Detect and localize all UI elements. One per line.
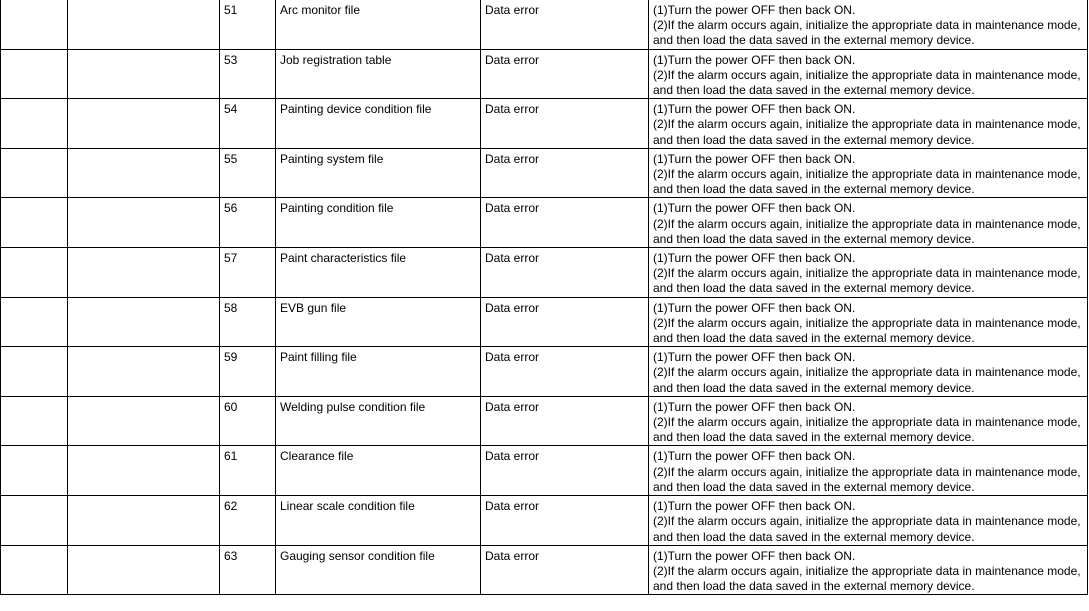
blank-cell-b: [68, 148, 220, 198]
remedy-step-1: (1)Turn the power OFF then back ON.: [653, 300, 856, 315]
alarm-number: 56: [220, 198, 276, 248]
alarm-file-name: Welding pulse condition file: [276, 396, 481, 446]
alarm-cause: Data error: [481, 99, 649, 149]
remedy-step-2: (2)If the alarm occurs again, initialize the appropriate data in maintenance mode, and then load the data saved in the external memory device.: [653, 563, 1081, 594]
table-row: [1, 545, 1088, 595]
table-row: [1, 496, 1088, 546]
alarm-cause: Data error: [481, 347, 649, 397]
alarm-cause: Data error: [481, 496, 649, 546]
alarm-file-name: Gauging sensor condition file: [276, 545, 481, 595]
alarm-remedy: [649, 148, 1088, 198]
alarm-number: 60: [220, 396, 276, 446]
remedy-step-2: (2)If the alarm occurs again, initialize the appropriate data in maintenance mode, and then load the data saved in the external memory device.: [653, 216, 1081, 246]
remedy-step-2: (2)If the alarm occurs again, initialize the appropriate data in maintenance mode, and then load the data saved in the external memory device.: [653, 464, 1081, 494]
alarm-number: 63: [220, 545, 276, 595]
alarm-number: 51: [220, 0, 276, 49]
blank-cell-a: [1, 198, 68, 248]
blank-cell-a: [1, 99, 68, 149]
alarm-number: 54: [220, 99, 276, 149]
remedy-step-2: (2)If the alarm occurs again, initialize the appropriate data in maintenance mode, and then load the data saved in the external memory device.: [653, 514, 1081, 544]
blank-cell-b: [68, 545, 220, 595]
alarm-table-body: [1, 0, 1088, 595]
alarm-remedy: [649, 198, 1088, 248]
alarm-cause: Data error: [481, 148, 649, 198]
alarm-remedy: [649, 49, 1088, 99]
alarm-file-name: Arc monitor file: [276, 0, 481, 49]
alarm-number: 53: [220, 49, 276, 99]
blank-cell-a: [1, 148, 68, 198]
table-row: [1, 148, 1088, 198]
remedy-step-2: (2)If the alarm occurs again, initialize the appropriate data in maintenance mode, and then load the data saved in the external memory device.: [653, 67, 1081, 98]
remedy-step-2: (2)If the alarm occurs again, initialize the appropriate data in maintenance mode, and then load the data saved in the external memory device.: [653, 415, 1081, 445]
alarm-file-name: Paint filling file: [276, 347, 481, 397]
blank-cell-b: [68, 347, 220, 397]
alarm-cause: Data error: [481, 446, 649, 496]
alarm-file-name: Clearance file: [276, 446, 481, 496]
remedy-step-1: (1)Turn the power OFF then back ON.: [653, 449, 856, 464]
blank-cell-b: [68, 0, 220, 49]
blank-cell-a: [1, 496, 68, 546]
blank-cell-b: [68, 496, 220, 546]
remedy-step-1: (1)Turn the power OFF then back ON.: [653, 151, 856, 166]
table-row: [1, 248, 1088, 298]
blank-cell-b: [68, 49, 220, 99]
blank-cell-a: [1, 297, 68, 347]
table-row: [1, 347, 1088, 397]
blank-cell-a: [1, 446, 68, 496]
remedy-step-1: (1)Turn the power OFF then back ON.: [653, 251, 856, 266]
remedy-step-1: (1)Turn the power OFF then back ON.: [653, 499, 856, 514]
remedy-step-1: (1)Turn the power OFF then back ON.: [653, 201, 856, 216]
remedy-step-1: (1)Turn the power OFF then back ON.: [653, 399, 856, 414]
alarm-number: 58: [220, 297, 276, 347]
remedy-step-2: (2)If the alarm occurs again, initialize the appropriate data in maintenance mode, and then load the data saved in the external memory device.: [653, 315, 1081, 346]
alarm-number: 55: [220, 148, 276, 198]
table-row: [1, 446, 1088, 496]
alarm-cause: Data error: [481, 545, 649, 595]
alarm-file-name: EVB gun file: [276, 297, 481, 347]
table-row: [1, 99, 1088, 149]
blank-cell-a: [1, 49, 68, 99]
alarm-number: 59: [220, 347, 276, 397]
alarm-cause: Data error: [481, 198, 649, 248]
blank-cell-a: [1, 396, 68, 446]
table-row: [1, 198, 1088, 248]
blank-cell-b: [68, 297, 220, 347]
alarm-remedy: [649, 396, 1088, 446]
alarm-remedy: [649, 297, 1088, 347]
alarm-file-name: Linear scale condition file: [276, 496, 481, 546]
blank-cell-b: [68, 99, 220, 149]
remedy-step-2: (2)If the alarm occurs again, initialize the appropriate data in maintenance mode, and then load the data saved in the external memory device.: [653, 117, 1081, 147]
alarm-number: 61: [220, 446, 276, 496]
blank-cell-b: [68, 248, 220, 298]
alarm-file-name: Job registration table: [276, 49, 481, 99]
remedy-step-1: (1)Turn the power OFF then back ON.: [653, 102, 856, 117]
alarm-remedy: [649, 545, 1088, 595]
table-row: [1, 49, 1088, 99]
remedy-step-2: (2)If the alarm occurs again, initialize the appropriate data in maintenance mode, and then load the data saved in the external memory device.: [653, 18, 1081, 48]
alarm-remedy: [649, 248, 1088, 298]
remedy-step-1: (1)Turn the power OFF then back ON.: [653, 3, 856, 17]
remedy-step-2: (2)If the alarm occurs again, initialize the appropriate data in maintenance mode, and then load the data saved in the external memory device.: [653, 266, 1081, 296]
alarm-remedy: [649, 99, 1088, 149]
blank-cell-a: [1, 347, 68, 397]
remedy-step-1: (1)Turn the power OFF then back ON.: [653, 350, 856, 365]
blank-cell-a: [1, 0, 68, 49]
remedy-step-1: (1)Turn the power OFF then back ON.: [653, 52, 856, 67]
alarm-file-name: Paint characteristics file: [276, 248, 481, 298]
alarm-remedy: [649, 446, 1088, 496]
blank-cell-b: [68, 396, 220, 446]
alarm-cause: Data error: [481, 248, 649, 298]
blank-cell-a: [1, 248, 68, 298]
alarm-file-name: Painting device condition file: [276, 99, 481, 149]
remedy-step-2: (2)If the alarm occurs again, initialize the appropriate data in maintenance mode, and then load the data saved in the external memory device.: [653, 167, 1081, 197]
remedy-step-2: (2)If the alarm occurs again, initialize the appropriate data in maintenance mode, and then load the data saved in the external memory device.: [653, 365, 1081, 395]
alarm-number: 57: [220, 248, 276, 298]
alarm-file-name: Painting system file: [276, 148, 481, 198]
blank-cell-b: [68, 446, 220, 496]
alarm-file-name: Painting condition file: [276, 198, 481, 248]
alarm-remedy: [649, 0, 1088, 49]
alarm-remedy: [649, 347, 1088, 397]
table-row: [1, 396, 1088, 446]
table-row: [1, 297, 1088, 347]
table-row: [1, 0, 1088, 49]
alarm-number: 62: [220, 496, 276, 546]
blank-cell-b: [68, 198, 220, 248]
alarm-remedy: [649, 496, 1088, 546]
alarm-cause: Data error: [481, 49, 649, 99]
alarm-cause: Data error: [481, 0, 649, 49]
alarm-cause: Data error: [481, 396, 649, 446]
blank-cell-a: [1, 545, 68, 595]
remedy-step-1: (1)Turn the power OFF then back ON.: [653, 548, 856, 563]
alarm-cause: Data error: [481, 297, 649, 347]
